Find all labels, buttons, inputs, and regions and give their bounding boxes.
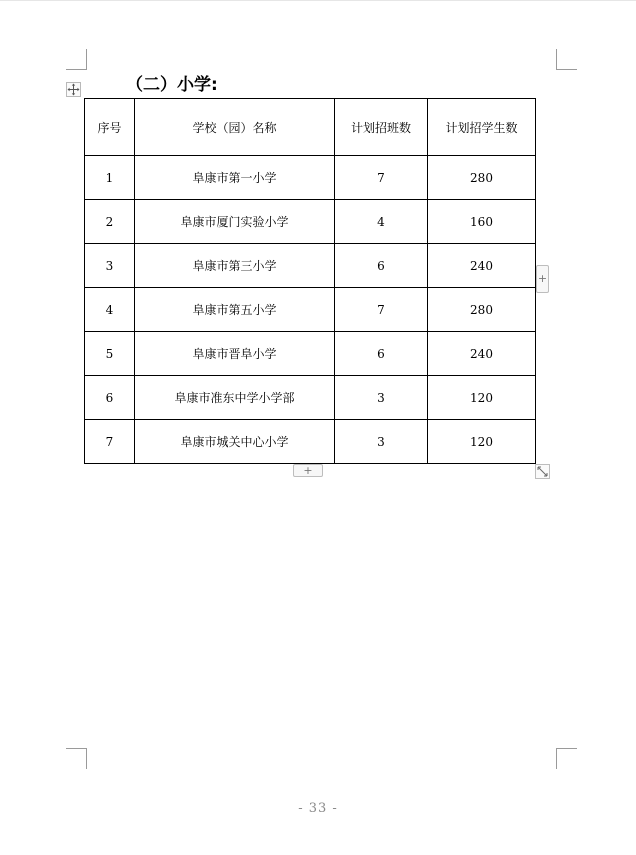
add-column-button[interactable]: +: [536, 265, 549, 293]
header-index: 序号: [85, 99, 135, 156]
cell-index: 6: [85, 376, 135, 420]
cell-school-name: 阜康市城关中心小学: [135, 420, 335, 464]
cell-classes: 4: [335, 200, 428, 244]
page-top-edge: [0, 0, 636, 1]
cell-students: 280: [428, 288, 536, 332]
header-planned-classes: 计划招班数: [335, 99, 428, 156]
table-row: [85, 200, 536, 244]
cell-school-name: 阜康市准东中学小学部: [135, 376, 335, 420]
move-arrows-icon: [67, 83, 80, 96]
cell-students: 240: [428, 332, 536, 376]
table-row: [85, 376, 536, 420]
crop-mark-bottom-right: [556, 748, 577, 769]
cell-index: 4: [85, 288, 135, 332]
cell-school-name: 阜康市晋阜小学: [135, 332, 335, 376]
cell-index: 1: [85, 156, 135, 200]
crop-mark-top-left: [66, 49, 87, 70]
cell-index: 2: [85, 200, 135, 244]
cell-classes: 7: [335, 156, 428, 200]
cell-classes: 3: [335, 420, 428, 464]
cell-index: 5: [85, 332, 135, 376]
cell-students: 120: [428, 376, 536, 420]
cell-school-name: 阜康市厦门实验小学: [135, 200, 335, 244]
cell-index: 7: [85, 420, 135, 464]
cell-classes: 6: [335, 244, 428, 288]
table-row: [85, 156, 536, 200]
cell-school-name: 阜康市第三小学: [135, 244, 335, 288]
cell-classes: 3: [335, 376, 428, 420]
cell-students: 240: [428, 244, 536, 288]
table-row: [85, 332, 536, 376]
page-number: - 33 -: [298, 801, 338, 816]
table-header-row: [85, 99, 536, 156]
cell-students: 120: [428, 420, 536, 464]
cell-students: 160: [428, 200, 536, 244]
table-row: [85, 244, 536, 288]
header-school-name: 学校（园）名称: [135, 99, 335, 156]
cell-classes: 6: [335, 332, 428, 376]
crop-mark-bottom-left: [66, 748, 87, 769]
enrollment-table: [84, 98, 536, 464]
header-planned-students: 计划招学生数: [428, 99, 536, 156]
diagonal-resize-icon: [536, 465, 549, 478]
section-heading: （二）小学:: [126, 75, 218, 95]
cell-classes: 7: [335, 288, 428, 332]
cell-students: 280: [428, 156, 536, 200]
cell-index: 3: [85, 244, 135, 288]
table-move-handle[interactable]: [66, 82, 81, 97]
crop-mark-top-right: [556, 49, 577, 70]
cell-school-name: 阜康市第一小学: [135, 156, 335, 200]
cell-school-name: 阜康市第五小学: [135, 288, 335, 332]
add-row-button[interactable]: +: [293, 464, 323, 477]
table-row: [85, 288, 536, 332]
table-resize-handle[interactable]: [535, 464, 550, 479]
table-row: [85, 420, 536, 464]
